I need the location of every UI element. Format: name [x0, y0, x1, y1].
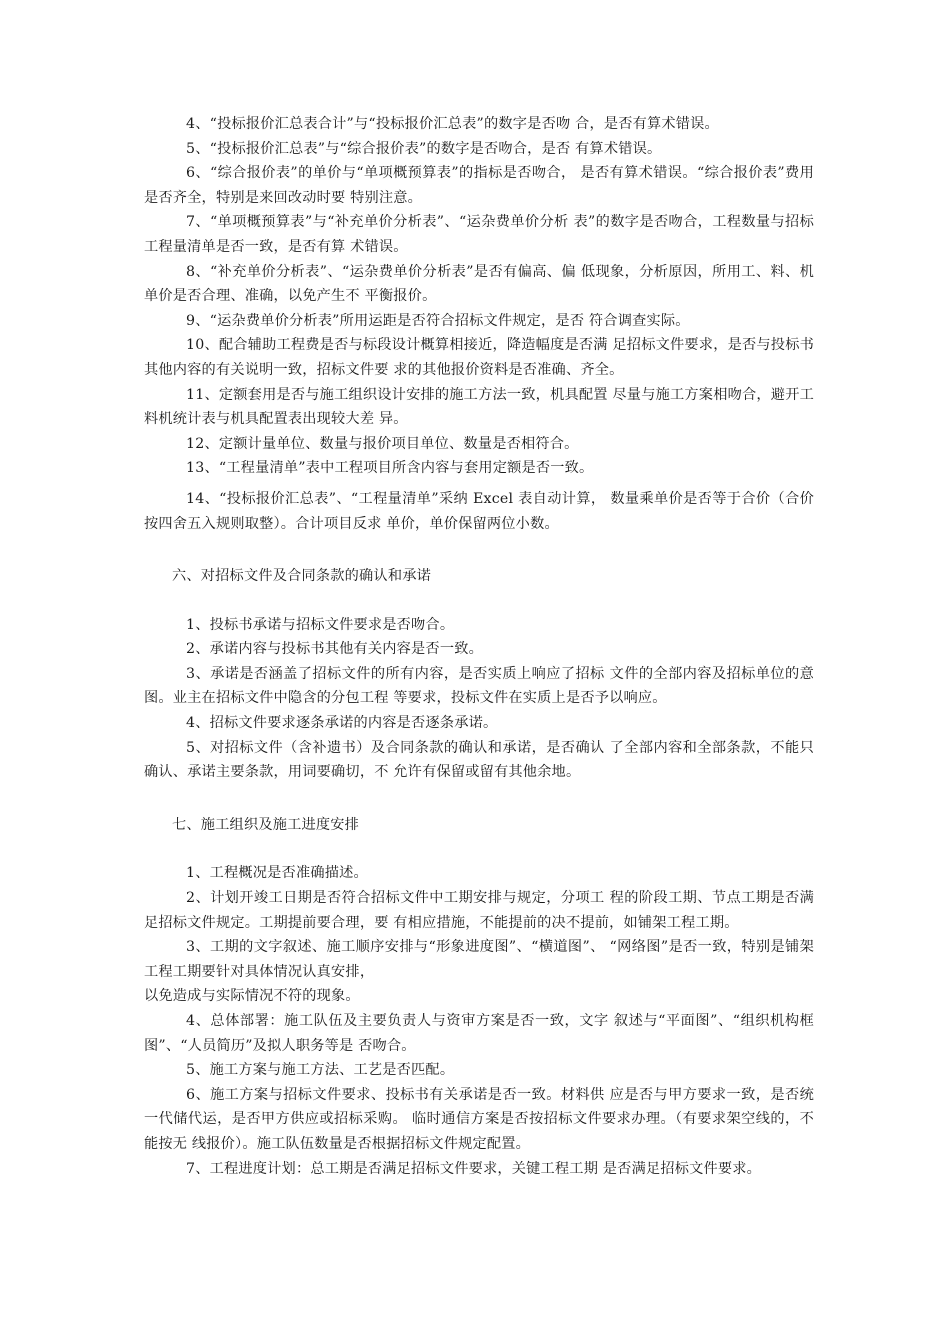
- list-item: 12、定额计量单位、数量与报价项目单位、数量是否相符合。: [186, 435, 579, 452]
- section-heading-7: 七、施工组织及施工进度安排: [172, 816, 360, 833]
- list-item: 5、对招标文件（含补遗书）及合同条款的确认和承诺，是否确认 了全部内容和全部条款，不能只确认、承诺主要条款，用词要确切，不 允许有保留或留有其他余地。: [144, 739, 814, 781]
- section-heading-6: 六、对招标文件及合同条款的确认和承诺: [172, 568, 431, 585]
- list-item: 2、承诺内容与投标书其他有关内容是否一致。: [186, 641, 483, 658]
- list-item: 8、“补充单价分析表”、“运杂费单价分析表”是否有偏高、偏 低现象，分析原因，所用工、料、机单价是否合理、准确，以免产生不 平衡报价。: [144, 263, 814, 305]
- list-item-continuation: 以免造成与实际情况不符的现象。: [144, 988, 360, 1005]
- list-item: 9、“运杂费单价分析表”所用运距是否符合招标文件规定，是否 符合调查实际。: [186, 312, 690, 329]
- list-item: 6、施工方案与招标文件要求、投标书有关承诺是否一致。材料供 应是否与甲方要求一致，是否统一代储代运，是否甲方供应或招标采购。 临时通信方案是否按招标文件要求办理。（有要求架空线的，不能按无 线报价）。施工队伍数量是否根据招标文件规定配置。: [144, 1086, 814, 1152]
- list-item: 3、承诺是否涵盖了招标文件的所有内容，是否实质上响应了招标 文件的全部内容及招标单位的意图。业主在招标文件中隐含的分包工程 等要求，投标文件在实质上是否予以响应。: [144, 665, 814, 707]
- list-item: 14、“投标报价汇总表”、“工程量清单”采纳 Excel 表自动计算， 数量乘单价是否等于合价（合价按四舍五入规则取整）。合计项目反求 单价，单价保留两位小数。: [144, 490, 814, 532]
- list-item: 5、施工方案与施工方法、工艺是否匹配。: [186, 1062, 455, 1079]
- list-item: 7、“单项概预算表”与“补充单价分析表”、“运杂费单价分析 表”的数字是否吻合，工程数量与招标工程量清单是否一致，是否有算 术错误。: [144, 214, 814, 255]
- list-item: 4、“投标报价汇总表合计”与“投标报价汇总表”的数字是否吻 合，是否有算术错误。: [186, 116, 719, 132]
- list-item: 13、“工程量清单”表中工程项目所含内容与套用定额是否一致。: [186, 460, 594, 477]
- list-item: 2、计划开竣工日期是否符合招标文件中工期安排与规定，分项工 程的阶段工期、节点工期是否满足招标文件规定。工期提前要合理，要 有相应措施，不能提前的决不提前，如铺架工程工期。: [144, 890, 814, 931]
- list-item: 5、“投标报价汇总表”与“综合报价表”的数字是否吻合，是否 有算术错误。: [186, 140, 662, 157]
- list-item: 7、工程进度计划：总工期是否满足招标文件要求，关键工程工期 是否满足招标文件要求。: [186, 1160, 762, 1177]
- list-item: 11、定额套用是否与施工组织设计安排的施工方法一致，机具配置 尽量与施工方案相吻合，避开工料机统计表与机具配置表出现较大差 异。: [144, 386, 814, 428]
- document-page: [144, 112, 814, 1181]
- list-item: 6、“综合报价表”的单价与“单项概预算表”的指标是否吻合， 是否有算术错误。“综合报价表”费用是否齐全，特别是来回改动时要 特别注意。: [144, 165, 814, 206]
- list-item: 3、工期的文字叙述、施工顺序安排与“形象进度图”、“横道图”、 “网络图”是否一致，特别是铺架工程工期要针对具体情况认真安排，: [144, 939, 814, 980]
- list-item: 1、投标书承诺与招标文件要求是否吻合。: [186, 616, 455, 633]
- list-item: 4、总体部署：施工队伍及主要负责人与资审方案是否一致，文字 叙述与“平面图”、“组织机构框图”、“人员简历”及拟人职务等是 否吻合。: [144, 1013, 814, 1054]
- list-item: 10、配合辅助工程费是否与标段设计概算相接近，降造幅度是否满 足招标文件要求，是否与投标书其他内容的有关说明一致，招标文件要 求的其他报价资料是否准确、齐全。: [144, 337, 814, 378]
- list-item: 1、工程概况是否准确描述。: [186, 865, 368, 882]
- list-item: 4、招标文件要求逐条承诺的内容是否逐条承诺。: [186, 715, 498, 732]
